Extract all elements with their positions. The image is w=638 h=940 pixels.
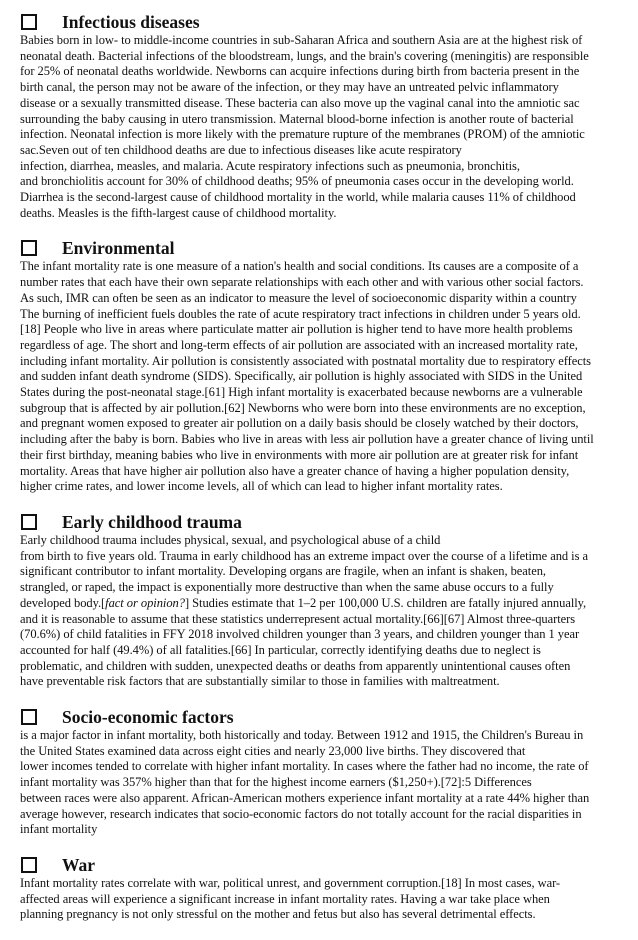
section-heading (20, 855, 624, 875)
text-line: As such, IMR can often be seen as an indicator to measure the level of socioeconomic disparity within a country (20, 290, 577, 305)
text-line: The burning of inefficient fuels doubles the rate of acute respiratory tract infections in children under 5 years old. (20, 306, 581, 321)
text-line: neonatal death. Bacterial infections of the bloodstream, lungs, and the brain's covering (meningitis) are responsible (20, 48, 589, 63)
section-body (20, 728, 624, 838)
text-line: Early childhood trauma includes physical, sexual, and psychological abuse of a child (20, 532, 441, 547)
checkbox-icon[interactable] (21, 857, 37, 873)
text-line: between races were also apparent. African-American mothers experience infant mortality at a rate 44% higher than (20, 790, 590, 805)
document-page (20, 12, 624, 940)
text-line: birth canal, the person may not be aware of the infection, or they may have an untreated pelvic inflammatory (20, 80, 559, 95)
section-title: Socio-economic factors (62, 707, 234, 728)
text-line: infant mortality (20, 822, 98, 837)
text-line: affected areas will experience a significant increase in infant mortality rates. Having a war take place when (20, 891, 550, 906)
section-heading (20, 238, 624, 258)
text-line: mortality. Areas that have higher air pollution also have a greater chance of having a higher population density, (20, 463, 570, 478)
text-line: States during the post-neonatal stage.[61] High infant mortality is exacerbated because newborns are a vulnerable (20, 385, 583, 400)
text-line: deaths. Measles is the fifth-largest cause of childhood mortality. (20, 205, 337, 220)
section-title: War (62, 854, 96, 875)
section-title: Environmental (62, 238, 175, 259)
text-line: lower incomes tended to correlate with higher infant mortality. In cases where the father had no income, the rate of (20, 759, 589, 774)
text-line: number rates that each have their own separate relationships with each other and with various other social factors. (20, 275, 584, 290)
text-line: have preventable risk factors that are substantially similar to those in families with maltreatment. (20, 674, 500, 689)
section-war (20, 855, 624, 923)
text-line: higher crime rates, and lower income levels, all of which can lead to higher infant mortality rates. (20, 479, 503, 494)
text-line: accounted for half (49.4%) of all fatalities.[66] In particular, correctly identifying deaths due to neglect is (20, 642, 541, 657)
text-line: regardless of age. The short and long-term effects of air pollution are associated with an increased mortality rate, (20, 337, 578, 352)
text-line: for 25% of neonatal deaths worldwide. Newborns can acquire infections during birth from bacteria present in the (20, 64, 580, 79)
text-line: The infant mortality rate is one measure of a nation's health and social conditions. Its causes are a composite of a (20, 259, 579, 274)
section-heading (20, 707, 624, 727)
section-body (20, 259, 624, 495)
text-line: infection, diarrhea, measles, and malaria. Acute respiratory infections such as pneumonia, bronchitis, (20, 158, 520, 173)
text-line: problematic, and children with sudden, unexpected deaths or deaths from apparently unintentional causes often (20, 658, 571, 673)
text-line: and pregnant women exposed to greater air pollution on a daily basis should be closely watched by their doctors, (20, 416, 579, 431)
checkbox-icon[interactable] (21, 709, 37, 725)
citation-needed-note: fact or opinion? (105, 595, 185, 610)
text-line: (70.6%) of child fatalities in FFY 2018 involved children younger than 3 years, and children younger than 1 year (20, 627, 580, 642)
section-body (20, 533, 624, 690)
text-line: [18] People who live in areas where particulate matter air pollution is higher tend to have more health problems (20, 322, 573, 337)
text-line: the United States examined data across eight cities and nearly 23,000 live births. They discovered that (20, 743, 526, 758)
section-socio-economic-factors (20, 707, 624, 838)
text-line: and it is reasonable to assume that these statistics underrepresent actual mortality.[66][67] Almost three-quarters (20, 611, 576, 626)
text-line: and sudden infant death syndrome (SIDS). Specifically, air pollution is highly associated with SIDS in the United (20, 369, 583, 384)
section-heading (20, 512, 624, 532)
checkbox-icon[interactable] (21, 240, 37, 256)
text-line: is a major factor in infant mortality, both historically and today. Between 1912 and 1915, the Children's Bureau in (20, 728, 584, 743)
text-line: Diarrhea is the second-largest cause of childhood mortality in the world, while malaria causes 11% of childhood (20, 190, 576, 205)
section-heading (20, 12, 624, 32)
text-line: significant contributor to infant mortality. Developing organs are fragile, when an infant is shaken, beaten, (20, 564, 546, 579)
section-title: Infectious diseases (62, 12, 200, 32)
text-line: and bronchiolitis account for 30% of childhood deaths; 95% of pneumonia cases occur in the developing world. (20, 174, 574, 189)
text-line: including after the baby is born. Babies who live in areas with less air pollution have a greater chance of living until (20, 432, 594, 447)
checkbox-icon[interactable] (21, 514, 37, 530)
section-body (20, 876, 624, 923)
section-body (20, 33, 624, 221)
text-line: Infant mortality rates correlate with war, political unrest, and government corruption.[18] In most cases, war- (20, 875, 561, 890)
text-line: infant mortality was 357% higher than that for the highest income earners ($1,250+).[72]:5 Differences (20, 775, 532, 790)
section-title: Early childhood trauma (62, 511, 242, 532)
text-line: from birth to five years old. Trauma in early childhood has an extreme impact over the course of a lifetime and is a (20, 548, 588, 563)
section-environmental (20, 238, 624, 495)
text-line: disease or a sexually transmitted disease. These bacteria can also move up the vaginal canal into the amniotic sac (20, 95, 580, 110)
text-line: Babies born in low- to middle-income countries in sub-Saharan Africa and southern Asia are at the highest risk of (20, 33, 583, 47)
text-line: developed body.[fact or opinion?] Studies estimate that 1–2 per 100,000 U.S. children are fatally injured annually, (20, 595, 587, 610)
text-line: strangled, or raped, the impact is exponentially more destructive than when the same abuse occurs to a fully (20, 580, 554, 595)
section-early-childhood-trauma (20, 512, 624, 690)
text-line: infection. Neonatal infection is more likely with the premature rupture of the membranes (PROM) of the amniotic (20, 127, 585, 142)
text-line: average however, research indicates that socio-economic factors do not totally account for the racial disparities in (20, 806, 582, 821)
text-line: sac.Seven out of ten childhood deaths are due to infectious diseases like acute respiratory (20, 142, 462, 157)
text-line: subgroup that is affected by air pollution.[62] Newborns who were born into these environments are no exception, (20, 400, 586, 415)
text-line: including infant mortality. Air pollution is consistently associated with postnatal mortality due to respiratory effects (20, 353, 591, 368)
text-line: surrounding the baby causing in utero transmission. Maternal blood-borne infection is another route of bacterial (20, 111, 574, 126)
text-line: planning pregnancy is not only stressful on the mother and fetus but also has several detrimental effects. (20, 907, 536, 922)
checkbox-icon[interactable] (21, 14, 37, 30)
section-infectious-diseases (20, 12, 624, 221)
text-line: their first birthday, meaning babies who live in environments with more air pollution are at greater risk for infant (20, 447, 579, 462)
